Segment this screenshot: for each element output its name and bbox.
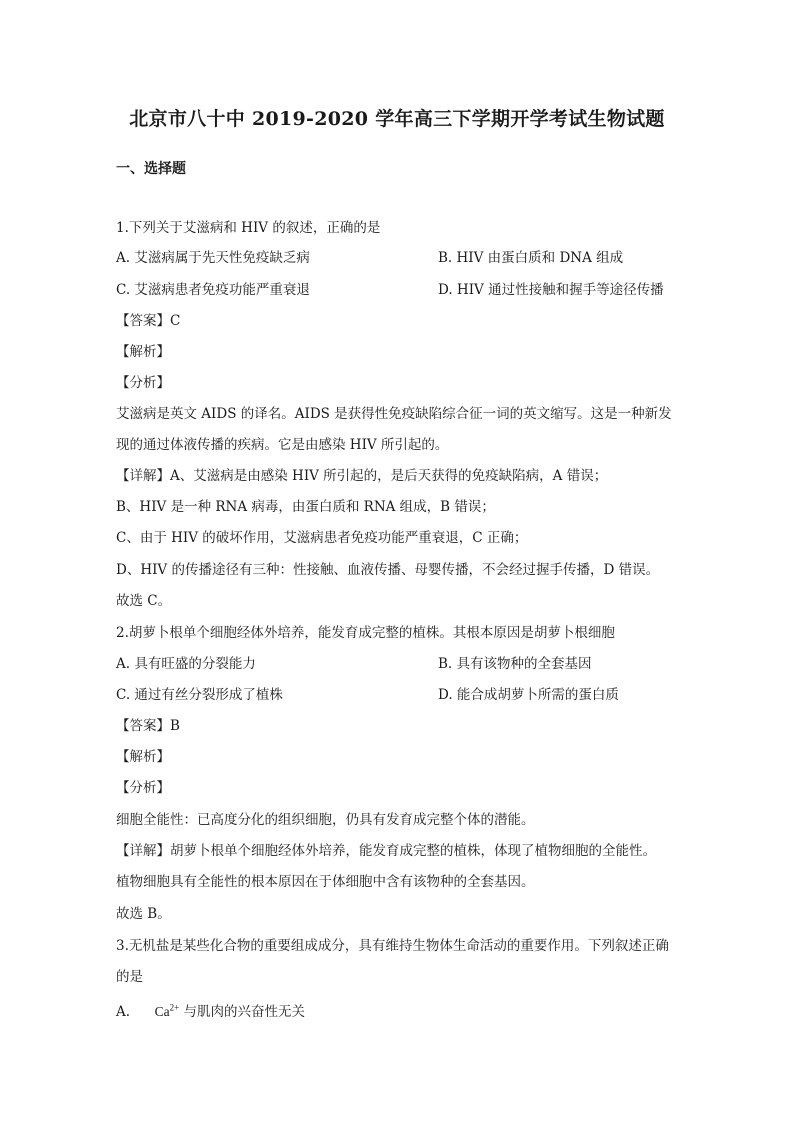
page-title: 北京市八十中 2019-2020 学年高三下学期开学考试生物试题 (129, 108, 665, 130)
detail-label: 【详解】 (116, 843, 170, 859)
question-3-stem-line-1: 3.无机盐是某些化合物的重要组成成分，具有维持生物体生命活动的重要作用。下列叙述正确 (116, 938, 669, 954)
question-2-option-a: A. 具有旺盛的分裂能力 (116, 656, 256, 672)
question-3-stem-line-2: 的是 (116, 969, 143, 985)
question-2-stem: 2.胡萝卜根单个细胞经体外培养，能发育成完整的植株。其根本原因是胡萝卜根细胞 (116, 625, 615, 641)
question-1-analysis-line-1: 艾滋病是英文 AIDS 的译名。AIDS 是获得性免疫缺陷综合征一词的英文缩写。这是一种新发 (116, 406, 672, 422)
question-1-option-d: D. HIV 通过性接触和握手等途径传播 (438, 282, 664, 298)
option-letter: A. (116, 1004, 131, 1020)
answer-label: 【答案】 (116, 718, 170, 734)
question-1-conclusion: 故选 C。 (116, 593, 172, 609)
question-2-detail-line-2: 植物细胞具有全能性的根本原因在于体细胞中含有该物种的全套基因。 (116, 874, 535, 890)
question-2-fenxi-label: 【分析】 (116, 780, 170, 796)
question-1-analysis-line-2: 现的通过体液传播的疾病。它是由感染 HIV 所引起的。 (116, 437, 449, 453)
question-1-stem: 1.下列关于艾滋病和 HIV 的叙述，正确的是 (116, 220, 381, 236)
question-1-detail-line-4: D、HIV 的传播途径有三种：性接触、血液传播、母婴传播，不会经过握手传播，D 错误。 (116, 562, 660, 578)
question-3-option-a (116, 1003, 305, 1021)
calcium-ion: $Ca^{2+}$ (154, 1002, 180, 1019)
question-1-jiexi-label: 【解析】 (116, 344, 170, 360)
detail-text: 胡萝卜根单个细胞经体外培养，能发育成完整的植株，体现了植物细胞的全能性。 (170, 843, 656, 859)
question-2-option-c: C. 通过有丝分裂形成了植株 (116, 687, 283, 703)
question-1-option-c: C. 艾滋病患者免疫功能严重衰退 (116, 282, 310, 298)
detail-label: 【详解】 (116, 468, 170, 484)
answer-value: C (170, 313, 181, 329)
detail-text: A、艾滋病是由感染 HIV 所引起的，是后天获得的免疫缺陷病，A 错误； (170, 468, 608, 484)
question-2-answer (116, 717, 180, 735)
question-2-analysis-line-1: 细胞全能性：已高度分化的组织细胞，仍具有发育成完整个体的潜能。 (116, 812, 535, 828)
question-2-conclusion: 故选 B。 (116, 906, 171, 922)
option-text: 与肌肉的兴奋性无关 (183, 1004, 306, 1020)
ion-charge: 2+ (169, 1002, 180, 1013)
question-1-answer (116, 312, 180, 330)
question-1-detail-line-2: B、HIV 是一种 RNA 病毒，由蛋白质和 RNA 组成，B 错误； (116, 499, 495, 515)
question-1-detail-line-3: C、由于 HIV 的破坏作用，艾滋病患者免疫功能严重衰退，C 正确； (116, 530, 528, 546)
question-2-option-d: D. 能合成胡萝卜所需的蛋白质 (438, 687, 619, 703)
question-2-option-b: B. 具有该物种的全套基因 (438, 656, 592, 672)
answer-label: 【答案】 (116, 313, 170, 329)
question-2-jiexi-label: 【解析】 (116, 749, 170, 765)
answer-value: B (170, 718, 180, 734)
question-2-detail-line-1 (116, 842, 656, 860)
question-1-option-a: A. 艾滋病属于先天性免疫缺乏病 (116, 250, 310, 266)
question-1-option-b: B. HIV 由蛋白质和 DNA 组成 (438, 250, 624, 266)
question-1-fenxi-label: 【分析】 (116, 375, 170, 391)
section-title: 一、选择题 (116, 161, 186, 177)
question-1-detail-line-1 (116, 467, 607, 485)
